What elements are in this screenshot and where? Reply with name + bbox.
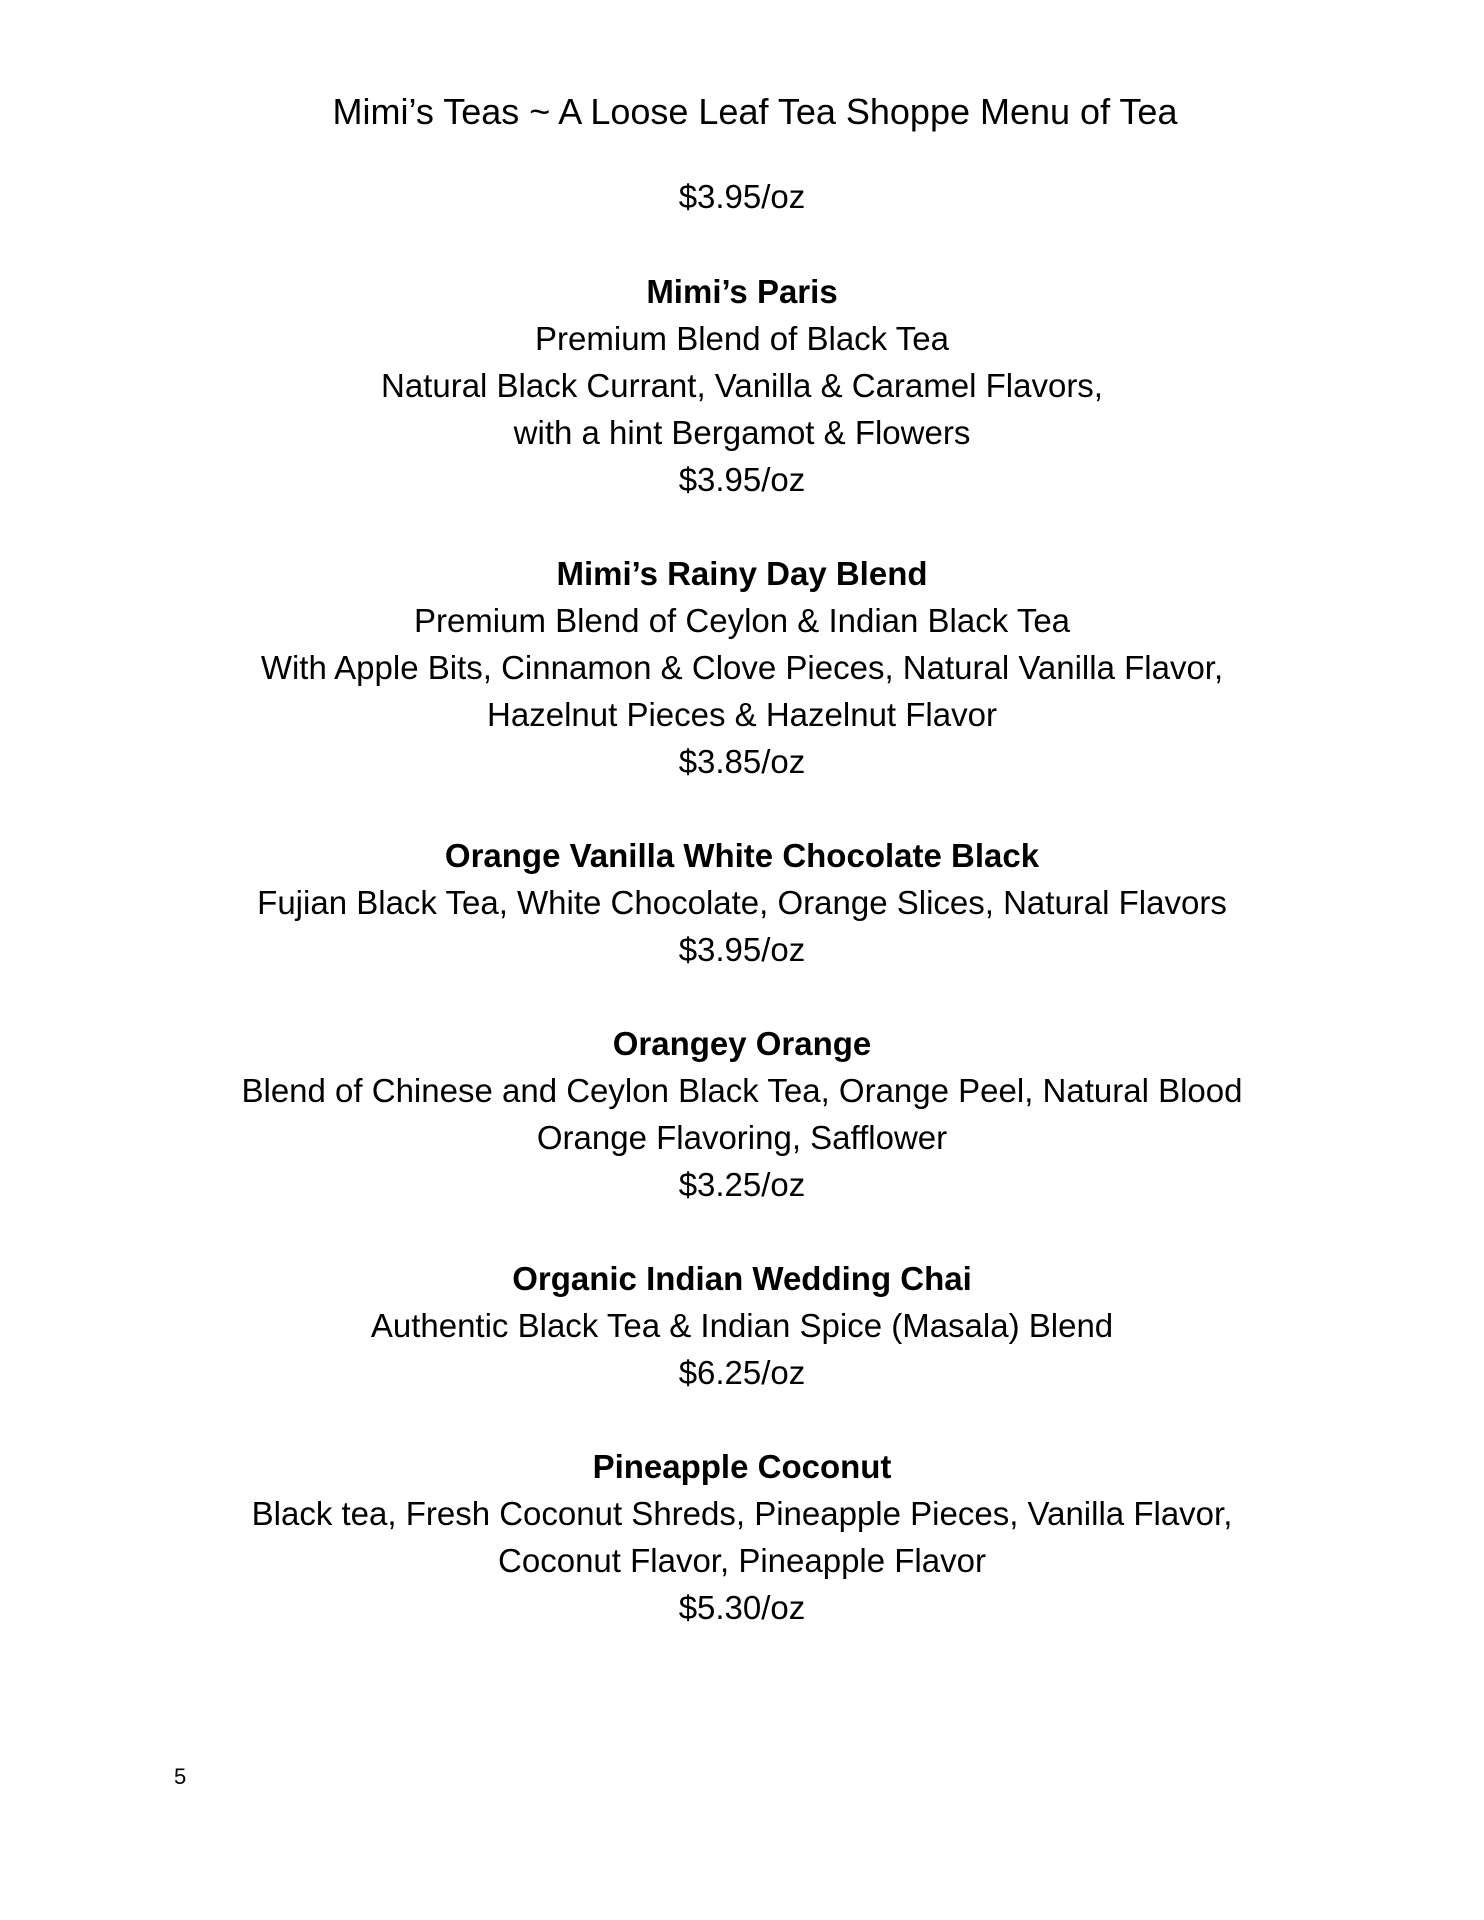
tea-name: Mimi’s Paris [646,273,838,310]
tea-description-line: Hazelnut Pieces & Hazelnut Flavor [487,696,997,733]
tea-price: $6.25/oz [678,1354,806,1391]
tea-name: Mimi’s Rainy Day Blend [556,555,928,592]
tea-item-orangey-orange [0,1020,1484,1208]
tea-price: $5.30/oz [678,1589,806,1626]
tea-description-line: Coconut Flavor, Pineapple Flavor [498,1542,986,1579]
tea-description-line: Authentic Black Tea & Indian Spice (Masala) Blend [370,1307,1114,1344]
tea-price: $3.95/oz [678,461,806,498]
tea-description-line: Blend of Chinese and Ceylon Black Tea, Orange Peel, Natural Blood [241,1072,1243,1109]
tea-item-orange-vanilla-white-chocolate-black [0,832,1484,973]
tea-description-line: with a hint Bergamot & Flowers [513,414,971,451]
tea-description-line: Orange Flavoring, Safflower [536,1119,948,1156]
tea-name: Orangey Orange [612,1025,872,1062]
tea-price: $3.85/oz [678,743,806,780]
tea-description-line: Premium Blend of Ceylon & Indian Black Tea [413,602,1071,639]
tea-item-mimis-paris [0,268,1484,503]
tea-price: $3.95/oz [678,931,806,968]
page-number: 5 [174,1764,187,1789]
tea-description-line: Black tea, Fresh Coconut Shreds, Pineapple Pieces, Vanilla Flavor, [251,1495,1233,1532]
tea-item-pineapple-coconut [0,1443,1484,1631]
header-price: $3.95/oz [678,178,806,215]
tea-description-line: Premium Blend of Black Tea [535,320,949,357]
tea-description-line: With Apple Bits, Cinnamon & Clove Pieces, Natural Vanilla Flavor, [260,649,1224,686]
tea-item-organic-indian-wedding-chai [0,1255,1484,1396]
tea-description-line: Natural Black Currant, Vanilla & Caramel Flavors, [381,367,1103,404]
tea-name: Organic Indian Wedding Chai [512,1260,972,1297]
tea-menu-list [0,268,1484,1678]
tea-name: Pineapple Coconut [592,1448,892,1485]
tea-description-line: Fujian Black Tea, White Chocolate, Orange Slices, Natural Flavors [257,884,1227,921]
tea-name: Orange Vanilla White Chocolate Black [444,837,1040,874]
tea-price: $3.25/oz [678,1166,806,1203]
tea-item-rainy-day-blend [0,550,1484,785]
page-title: Mimi’s Teas ~ A Loose Leaf Tea Shoppe Menu of Tea [332,91,1178,132]
